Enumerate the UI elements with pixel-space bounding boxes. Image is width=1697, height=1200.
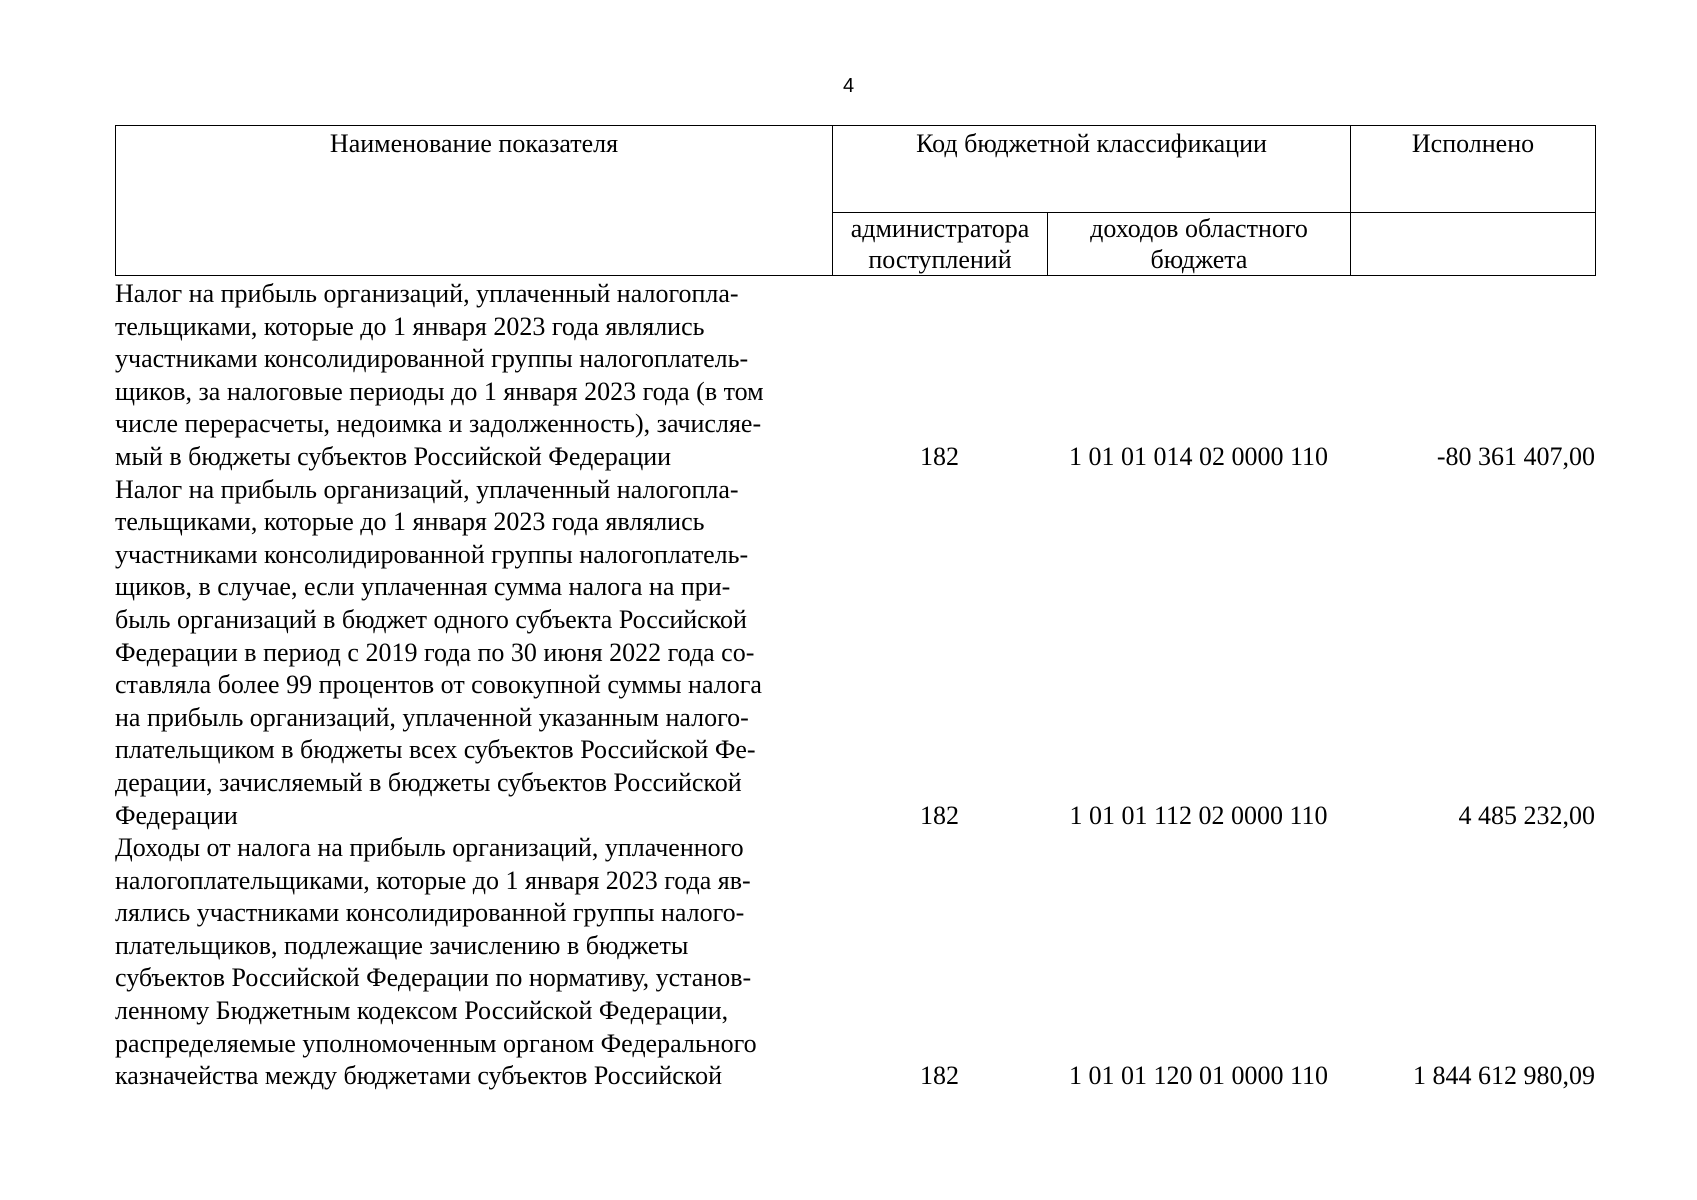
header-executed: Исполнено xyxy=(1351,126,1596,213)
row-budget-code: 1 01 01 120 01 0000 110 xyxy=(1068,1061,1329,1091)
table-body xyxy=(115,278,1595,1093)
header-admin: администратора поступлений xyxy=(833,213,1048,276)
table-row xyxy=(115,832,1595,1093)
row-name: Доходы от налога на прибыль организаций, уплаченного налогоплательщиками, которые до 1 января 2023 года яв- лялись участниками консолидированной группы налого- плательщиков, подлежащие зачислению в бюджеты субъектов Российской Федерации по нормативу, установ- ленному Бюджетным кодексом Российской Федерации, распределяемые уполномоченным органом Федерального казначейства между бюджетами субъектов Российской xyxy=(115,833,757,1091)
row-budget-code: 1 01 01 014 02 0000 110 xyxy=(1068,441,1329,471)
row-admin-code: 182 xyxy=(920,800,959,830)
row-admin-code: 182 xyxy=(920,1061,959,1091)
row-name: Налог на прибыль организаций, уплаченный налогопла- тельщиками, которые до 1 января 2023 года являлись участниками консолидированной группы налогоплатель- щиков, в случае, если уплаченная сумма налога на при- быль организаций в бюджет одного субъекта Российской Федерации в период с 2019 года по 30 июня 2022 года со- ставляла более 99 процентов от совокупной суммы налога на прибыль организаций, уплаченной указанным налого- плательщиком в бюджеты всех субъектов Российской Фе- дерации, зачисляемый в бюджеты субъектов Российской Федерации xyxy=(115,474,762,830)
header-name: Наименование показателя xyxy=(116,126,833,276)
table-row xyxy=(115,474,1595,833)
row-amount: -80 361 407,00 xyxy=(1436,441,1595,471)
header-executed-empty xyxy=(1351,213,1596,276)
header-income: доходов областного бюджета xyxy=(1048,213,1351,276)
page-number: 4 xyxy=(842,75,855,97)
row-name: Налог на прибыль организаций, уплаченный налогопла- тельщиками, которые до 1 января 2023 года являлись участниками консолидированной группы налогоплатель- щиков, за налоговые периоды до 1 января 2023 года (в том числе перерасчеты, недоимка и задолженность), зачисляе- мый в бюджеты субъектов Российской Федерации xyxy=(115,279,764,471)
table-row xyxy=(115,278,1595,474)
table-header xyxy=(115,125,1596,276)
row-amount: 4 485 232,00 xyxy=(1458,800,1595,830)
row-budget-code: 1 01 01 112 02 0000 110 xyxy=(1069,800,1328,830)
header-budget-code: Код бюджетной классификации xyxy=(833,126,1351,213)
row-admin-code: 182 xyxy=(920,441,959,471)
row-amount: 1 844 612 980,09 xyxy=(1413,1061,1595,1091)
